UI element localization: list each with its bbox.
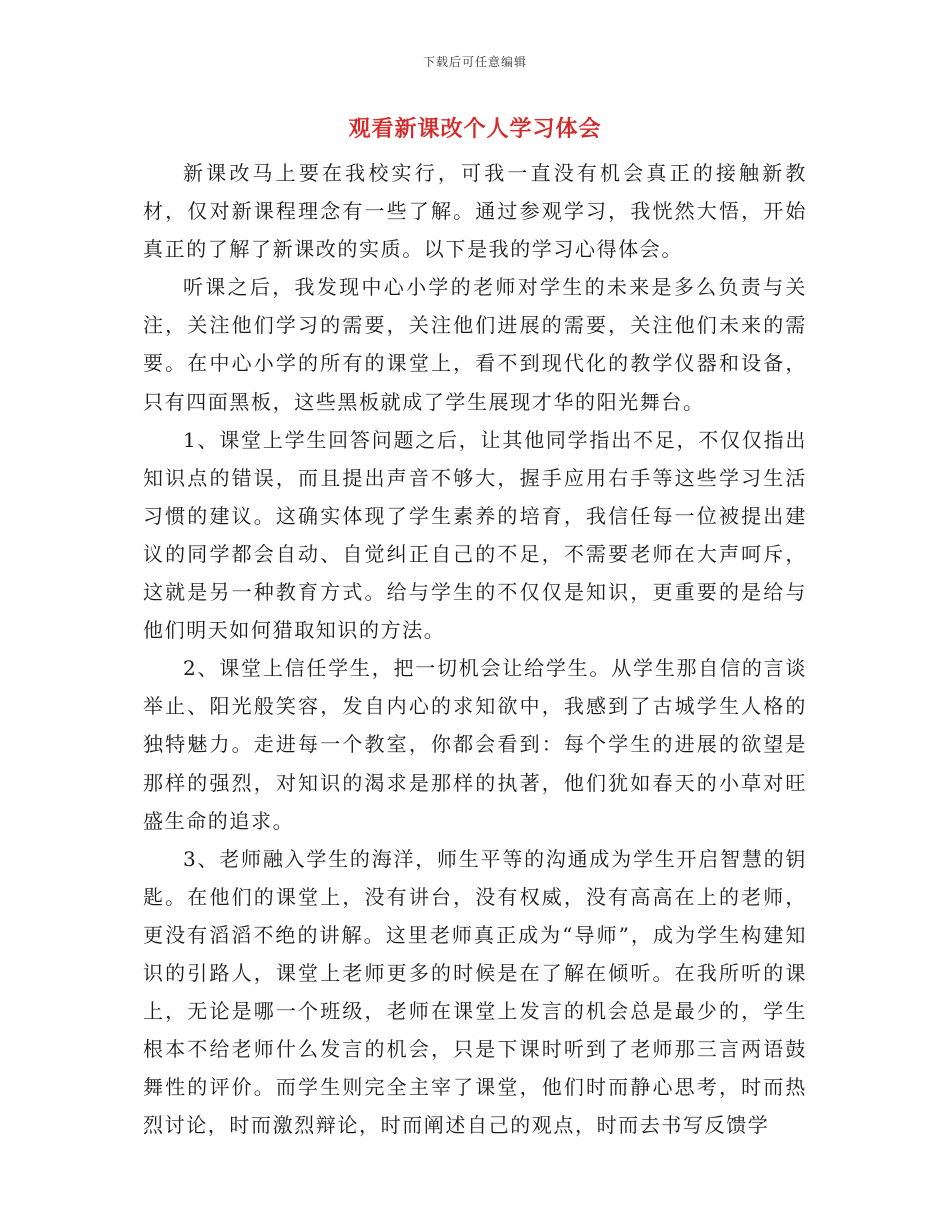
paragraph-intro: 新课改马上要在我校实行，可我一直没有机会真正的接触新教材，仅对新课程理念有一些了解。通过参观学习，我恍然大悟，开始真正的了解了新课改的实质。以下是我的学习心得体会。 bbox=[143, 161, 807, 262]
paragraph-observation: 听课之后，我发现中心小学的老师对学生的未来是多么负责与关注，关注他们学习的需要，关注他们进展的需要，关注他们未来的需要。在中心小学的所有的课堂上，看不到现代化的教学仪器和设备，只有四面黑板，这些黑板就成了学生展现才华的阳光舞台。 bbox=[143, 275, 807, 414]
header-note: 下载后可任意编辑 bbox=[422, 55, 527, 69]
document-body bbox=[143, 154, 807, 1144]
paragraph-point-2: 2、课堂上信任学生，把一切机会让给学生。从学生那自信的言谈举止、阳光般笑容，发自内心的求知欲中，我感到了古城学生人格的独特魅力。走进每一个教室，你都会看到：每个学生的进展的欲望是那样的强烈，对知识的渴求是那样的执著，他们犹如春天的小草对旺盛生命的追求。 bbox=[143, 656, 807, 833]
document-title: 观看新课改个人学习体会 bbox=[348, 116, 602, 142]
paragraph-point-3: 3、老师融入学生的海洋，师生平等的沟通成为学生开启智慧的钥匙。在他们的课堂上，没有讲台，没有权威，没有高高在上的老师，更没有滔滔不绝的讲解。这里老师真正成为“导师”，成为学生构建知识的引路人，课堂上老师更多的时候是在了解在倾听。在我所听的课上，无论是哪一个班级，老师在课堂上发言的机会总是最少的，学生根本不给老师什么发言的机会，只是下课时听到了老师那三言两语鼓舞性的评价。而学生则完全主宰了课堂，他们时而静心思考，时而热烈讨论，时而激烈辩论，时而阐述自己的观点，时而去书写反馈学 bbox=[143, 846, 807, 1138]
paragraph-point-1: 1、课堂上学生回答问题之后，让其他同学指出不足，不仅仅指出知识点的错误，而且提出声音不够大，握手应用右手等这些学习生活习惯的建议。这确实体现了学生素养的培育，我信任每一位被提出建议的同学都会自动、自觉纠正自己的不足，不需要老师在大声呵斥，这就是另一种教育方式。给与学生的不仅仅是知识，更重要的是给与他们明天如何猎取知识的方法。 bbox=[143, 427, 807, 643]
